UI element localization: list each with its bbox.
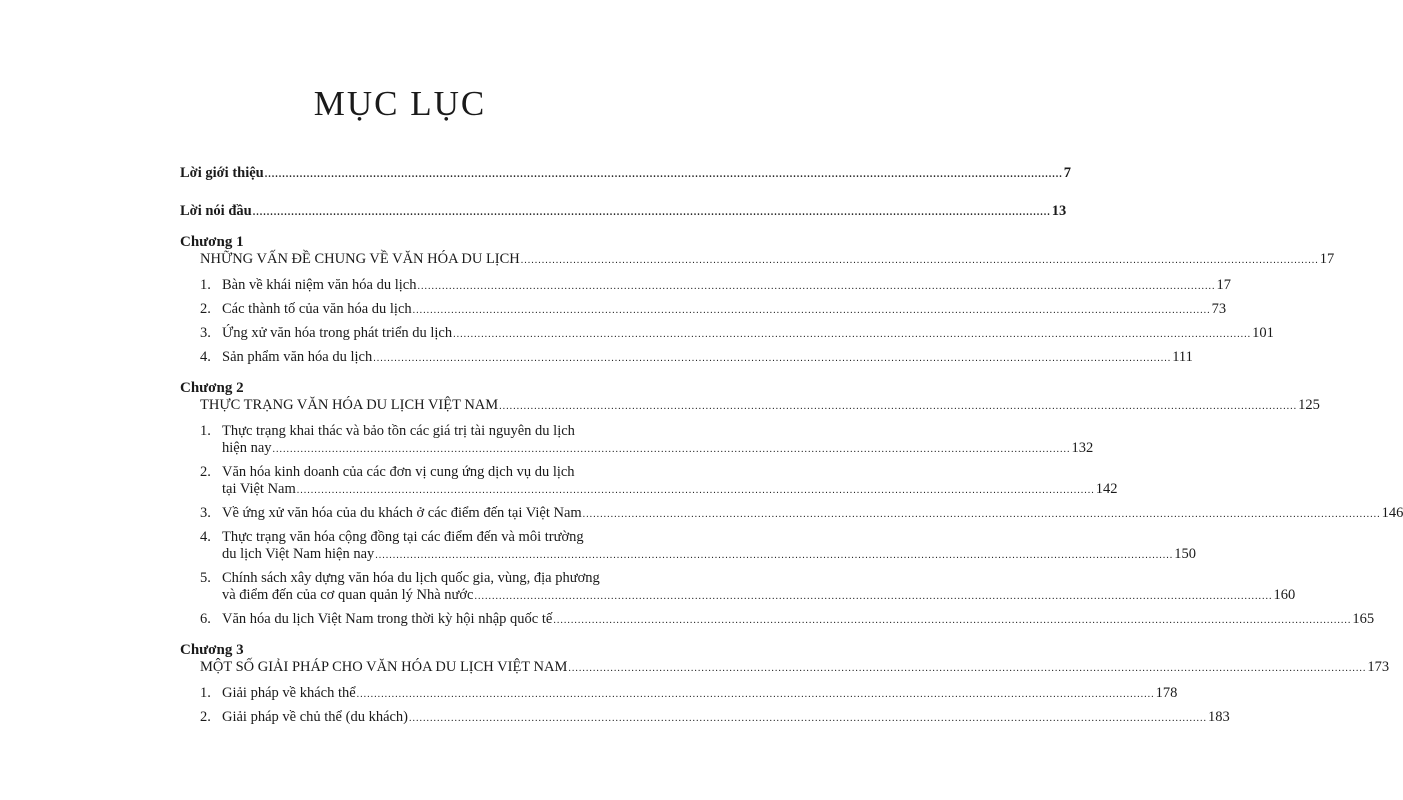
item-number: 1. xyxy=(200,277,211,293)
dot-leader xyxy=(499,401,1297,412)
item-page: 183 xyxy=(1208,709,1230,725)
toc-item[interactable] xyxy=(180,505,1403,522)
item-page: 160 xyxy=(1273,587,1296,603)
item-number: 3. xyxy=(200,505,211,521)
item-number: 4. xyxy=(200,529,211,545)
item-label: Văn hóa du lịch Việt Nam trong thời kỳ hội nhập quốc tế xyxy=(222,611,553,627)
dot-leader xyxy=(375,550,1173,561)
chapter-title: THỰC TRẠNG VĂN HÓA DU LỊCH VIỆT NAM xyxy=(200,397,499,413)
item-label: Ứng xử văn hóa trong phát triển du lịch xyxy=(222,325,453,341)
entry-page: 125 xyxy=(1298,397,1320,413)
toc-item[interactable] xyxy=(180,611,1375,628)
entry-label: Lời nói đầu xyxy=(180,203,252,219)
chapter-heading: Chương 1 xyxy=(180,234,244,250)
toc-item[interactable] xyxy=(180,529,1197,563)
item-label-line1: Văn hóa kinh doanh của các đơn vị cung ứng dịch vụ du lịch xyxy=(222,464,575,480)
toc-entry-preface[interactable] xyxy=(180,203,1067,220)
item-number: 6. xyxy=(200,611,211,627)
toc-item[interactable] xyxy=(180,277,1231,294)
item-number: 1. xyxy=(200,685,211,701)
toc-item[interactable] xyxy=(180,709,1230,726)
entry-label: Lời giới thiệu xyxy=(180,165,264,181)
item-number: 4. xyxy=(200,349,211,365)
dot-leader xyxy=(474,591,1272,602)
chapter-title-entry[interactable] xyxy=(180,659,1390,676)
table-of-contents xyxy=(180,165,1403,726)
toc-entry-intro[interactable] xyxy=(180,165,1071,182)
item-number: 1. xyxy=(200,423,211,439)
item-page: 142 xyxy=(1095,481,1118,497)
item-label: Về ứng xử văn hóa của du khách ở các điểm đến tại Việt Nam xyxy=(222,505,582,521)
item-page: 146 xyxy=(1381,505,1403,521)
dot-leader xyxy=(297,485,1095,496)
toc-item[interactable] xyxy=(180,464,1118,498)
item-number: 3. xyxy=(200,325,211,341)
dot-leader xyxy=(265,169,1063,180)
item-page: 165 xyxy=(1352,611,1375,627)
item-label-line1: Thực trạng khai thác và bảo tồn các giá trị tài nguyên du lịch xyxy=(222,423,575,439)
toc-item[interactable] xyxy=(180,349,1193,366)
chapter-heading: Chương 2 xyxy=(180,380,244,396)
page-title: MỤC LỤC xyxy=(313,84,487,123)
toc-item[interactable] xyxy=(180,423,1094,457)
toc-item[interactable] xyxy=(180,685,1178,702)
item-label: du lịch Việt Nam hiện nay xyxy=(222,546,375,562)
item-label: và điểm đến của cơ quan quản lý Nhà nước xyxy=(222,587,474,603)
dot-leader xyxy=(357,689,1155,700)
item-number: 2. xyxy=(200,301,211,317)
item-label: Sản phẩm văn hóa du lịch xyxy=(222,349,373,365)
dot-leader xyxy=(413,305,1211,316)
item-label-line1: Chính sách xây dựng văn hóa du lịch quốc gia, vùng, địa phương xyxy=(222,570,600,586)
entry-page: 7 xyxy=(1063,165,1071,181)
item-page: 111 xyxy=(1172,349,1193,365)
dot-leader xyxy=(553,615,1351,626)
dot-leader xyxy=(418,281,1216,292)
chapter-title-entry[interactable] xyxy=(180,397,1320,414)
item-number: 2. xyxy=(200,464,211,480)
dot-leader xyxy=(453,329,1251,340)
item-label-line1: Thực trạng văn hóa cộng đồng tại các điểm đến và môi trường xyxy=(222,529,584,545)
toc-item[interactable] xyxy=(180,570,1296,604)
item-page: 132 xyxy=(1071,440,1094,456)
item-page: 101 xyxy=(1252,325,1274,341)
chapter-title-entry[interactable] xyxy=(180,251,1335,268)
toc-item[interactable] xyxy=(180,325,1274,342)
entry-page: 13 xyxy=(1051,203,1067,219)
dot-leader xyxy=(583,509,1381,520)
item-page: 178 xyxy=(1155,685,1178,701)
item-number: 5. xyxy=(200,570,211,586)
item-page: 73 xyxy=(1211,301,1227,317)
dot-leader xyxy=(568,663,1366,674)
dot-leader xyxy=(273,444,1071,455)
dot-leader xyxy=(521,255,1319,266)
entry-page: 17 xyxy=(1319,251,1335,267)
item-label: Giải pháp về chủ thể (du khách) xyxy=(222,709,409,725)
item-label: hiện nay xyxy=(222,440,272,456)
item-page: 150 xyxy=(1174,546,1197,562)
chapter-title: MỘT SỐ GIẢI PHÁP CHO VĂN HÓA DU LỊCH VIỆT NAM xyxy=(200,659,568,675)
item-number: 2. xyxy=(200,709,211,725)
dot-leader xyxy=(253,207,1051,218)
item-label: tại Việt Nam xyxy=(222,481,296,497)
item-label: Các thành tố của văn hóa du lịch xyxy=(222,301,412,317)
item-label: Bàn về khái niệm văn hóa du lịch xyxy=(222,277,417,293)
dot-leader xyxy=(409,713,1207,724)
entry-page: 173 xyxy=(1367,659,1390,675)
item-label: Giải pháp về khách thể xyxy=(222,685,356,701)
chapter-title: NHỮNG VẤN ĐỀ CHUNG VỀ VĂN HÓA DU LỊCH xyxy=(200,251,520,267)
item-page: 17 xyxy=(1216,277,1231,293)
dot-leader xyxy=(373,353,1171,364)
toc-item[interactable] xyxy=(180,301,1227,318)
chapter-heading: Chương 3 xyxy=(180,642,244,658)
